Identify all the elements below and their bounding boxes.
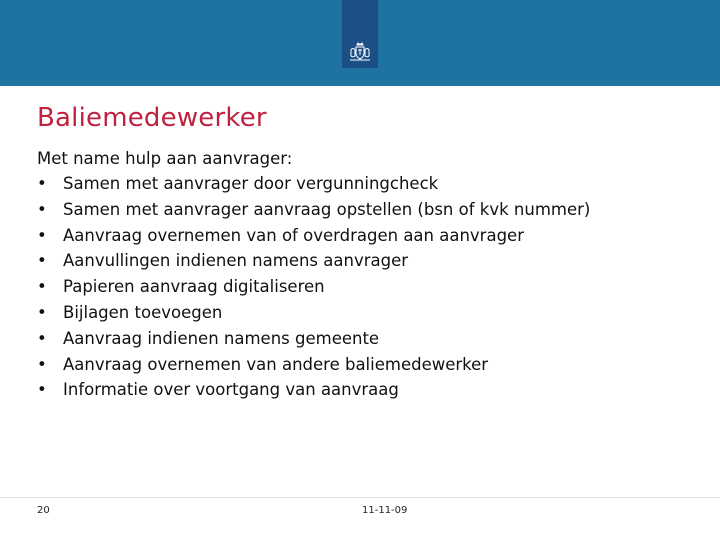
list-item — [37, 377, 590, 403]
list-item-text: Aanvraag indienen namens gemeente — [63, 328, 380, 348]
bullet-dot: • — [37, 354, 47, 374]
header-bar — [0, 0, 720, 86]
list-item-text: Papieren aanvraag digitaliseren — [63, 277, 325, 297]
bullet-dot: • — [37, 328, 47, 348]
footer-date: 11-11-09 — [362, 505, 408, 516]
intro-text: Met name hulp aan aanvrager: — [37, 149, 293, 168]
bullet-dot: • — [37, 225, 47, 245]
coat-of-arms-icon — [347, 41, 373, 63]
list-item-text: Aanvullingen indienen namens aanvrager — [63, 251, 409, 271]
list-item — [37, 197, 590, 223]
bullet-dot: • — [37, 174, 47, 193]
bullet-dot: • — [37, 277, 47, 297]
page-number: 20 — [37, 505, 50, 516]
list-item-text: Aanvraag overnemen van of overdragen aan aanvrager — [63, 225, 524, 245]
list-item — [37, 171, 590, 197]
bullet-dot: • — [37, 199, 47, 219]
list-item — [37, 223, 590, 249]
bullet-dot: • — [37, 302, 47, 322]
logo-band — [342, 0, 378, 68]
list-item — [37, 300, 590, 326]
list-item — [37, 274, 590, 300]
bullet-dot: • — [37, 251, 47, 271]
list-item — [37, 352, 590, 378]
list-item — [37, 326, 590, 352]
bullet-dot: • — [37, 380, 47, 400]
list-item-text: Samen met aanvrager aanvraag opstellen (bsn of kvk nummer) — [63, 199, 591, 219]
list-item — [37, 248, 590, 274]
list-item-text: Bijlagen toevoegen — [63, 302, 223, 322]
footer-divider — [0, 497, 720, 498]
bullet-list — [37, 171, 590, 403]
list-item-text: Informatie over voortgang van aanvraag — [63, 380, 399, 400]
list-item-text: Aanvraag overnemen van andere baliemedewerker — [63, 354, 489, 374]
slide-title: Baliemedewerker — [37, 103, 267, 133]
list-item-text: Samen met aanvrager door vergunningcheck — [63, 174, 439, 193]
